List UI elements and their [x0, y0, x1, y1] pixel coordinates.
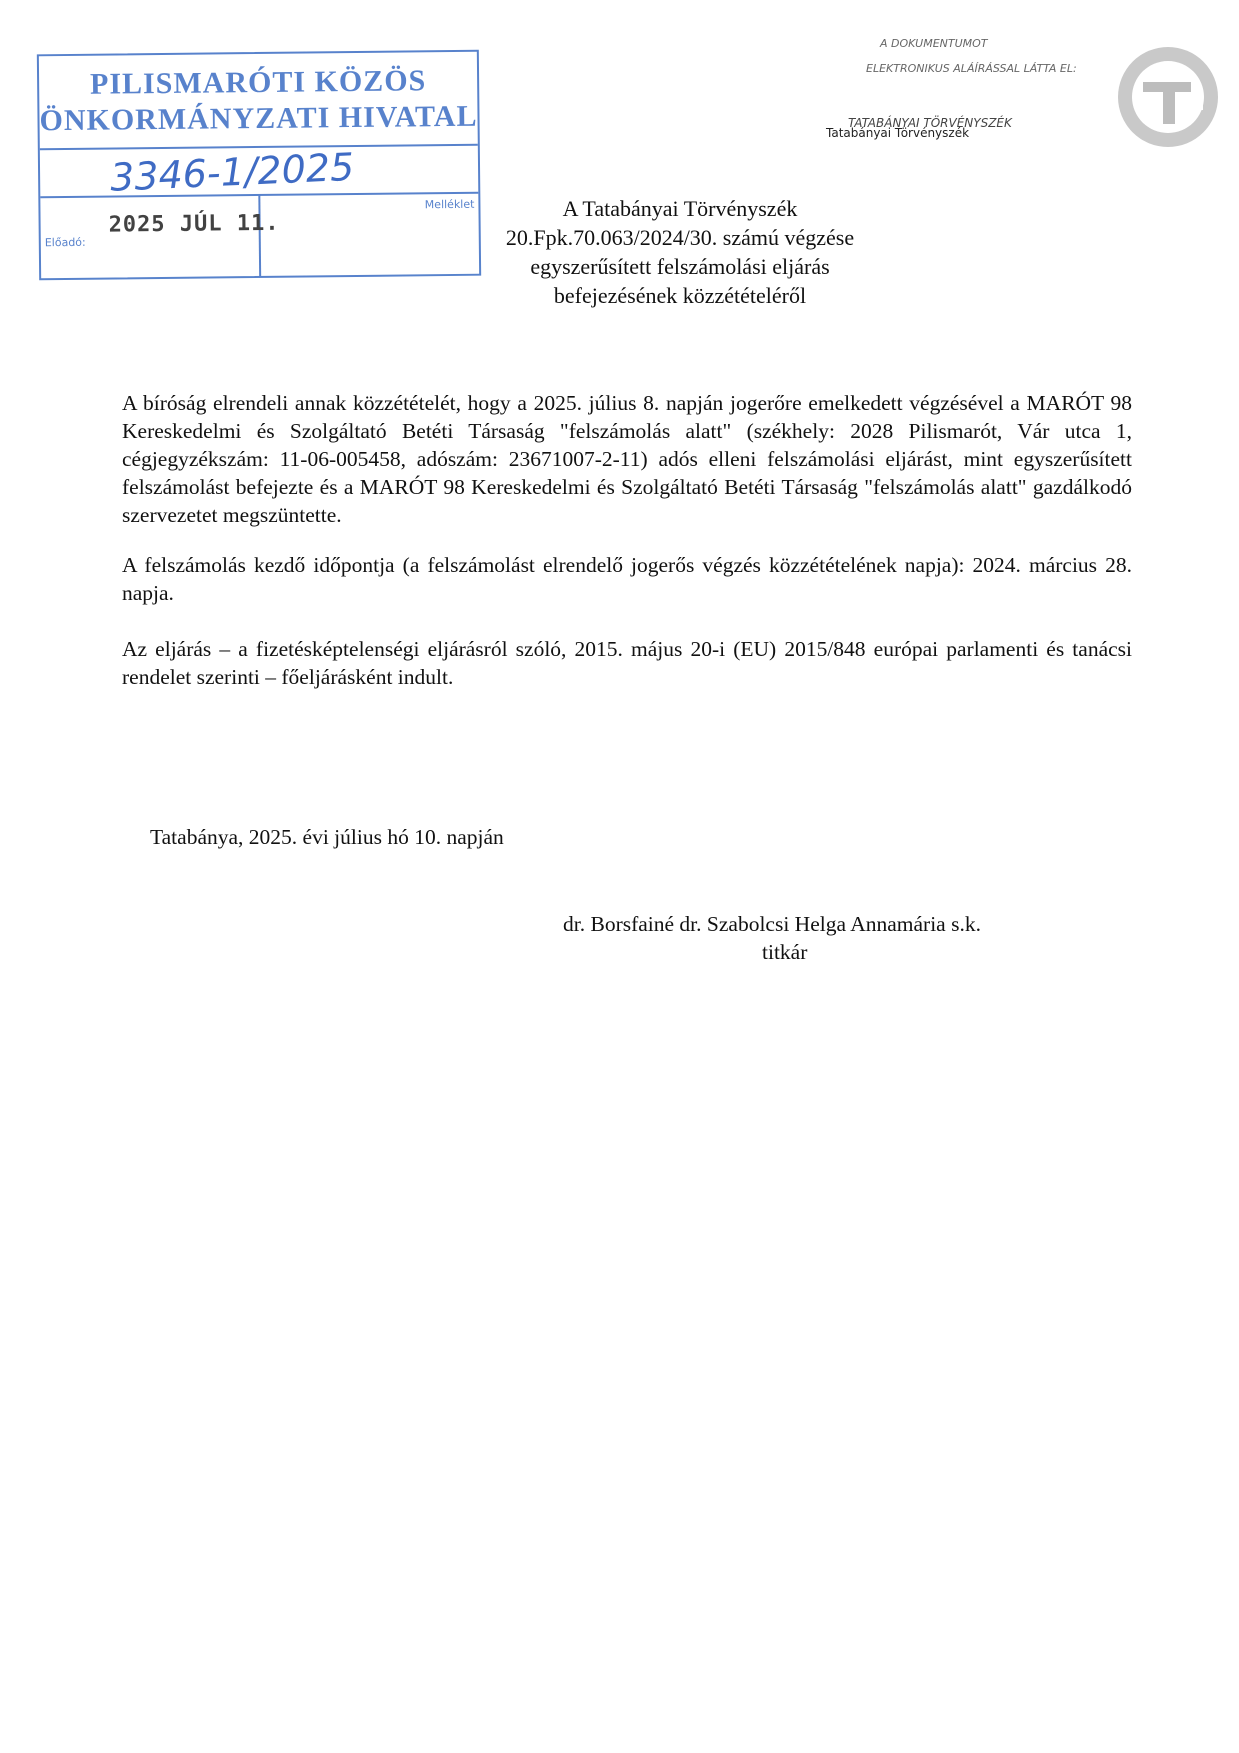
stamp-organization-line2: ÖNKORMÁNYZATI HIVATAL	[39, 99, 478, 138]
header-case-number: 20.Fpk.70.063/2024/30. számú végzése	[505, 225, 855, 250]
header-procedure: egyszerűsített felszámolási eljárás	[530, 254, 830, 279]
stamp-registration-number: 3346-1/2025	[109, 144, 356, 200]
body-paragraph-2: A felszámolás kezdő időpontja (a felszámolást elrendelő jogerős végzés közzétételének napja): 2024. március 28. napja.	[122, 553, 1132, 605]
esignature-line1: A DOKUMENTUMOT	[880, 37, 988, 50]
stamp-organization-line1: PILISMARÓTI KÖZÖS	[89, 64, 427, 101]
court-seal-icon	[1113, 42, 1223, 152]
stamp-attachment-label: Melléklet	[424, 197, 475, 212]
body-paragraph-1: A bíróság elrendeli annak közzétételét, hogy a 2025. július 8. napján jogerőre emelkedett végzésével a MARÓT 98 Kereskedelmi és Szolgáltató Betéti Társaság "felszámolás alatt" (székhely: 2028 Pilismarót, Vár utca 1, cégjegyzékszám: 11-06-005458, adószám: 23671007-2-11) adós elleni felszámolási eljárást, mint egyszerűsített felszámolást befejezte és a MARÓT 98 Kereskedelmi és Szolgáltató Betéti Társaság "felszámolás alatt" gazdálkodó szervezetet megszüntette.	[122, 391, 1132, 527]
esignature-line2: ELEKTRONIKUS ALÁÍRÁSSAL LÁTTA EL:	[866, 62, 1077, 75]
header-subject: befejezésének közzétételéről	[553, 283, 807, 308]
signatory-name: dr. Borsfainé dr. Szabolcsi Helga Annamária s.k.	[563, 912, 981, 936]
header-court: A Tatabányai Törvényszék	[562, 196, 798, 221]
signatory-title: titkár	[762, 940, 808, 964]
esignature-signer-upper: TATABÁNYAI TÖRVÉNYSZÉK	[848, 116, 1012, 130]
stamp-handler-label: Előadó:	[44, 235, 86, 250]
stamp-received-date: 2025 JÚL 11.	[108, 210, 280, 238]
document-header	[400, 194, 960, 310]
body-paragraph-3: Az eljárás – a fizetésképtelenségi eljárásról szóló, 2015. május 20-i (EU) 2015/848 európai parlamenti és tanácsi rendelet szerinti – főeljárásként indult.	[122, 637, 1132, 689]
esignature-signer: Tatabányai Törvényszék	[826, 126, 970, 140]
place-and-date: Tatabánya, 2025. évi július hó 10. napján	[150, 825, 504, 849]
